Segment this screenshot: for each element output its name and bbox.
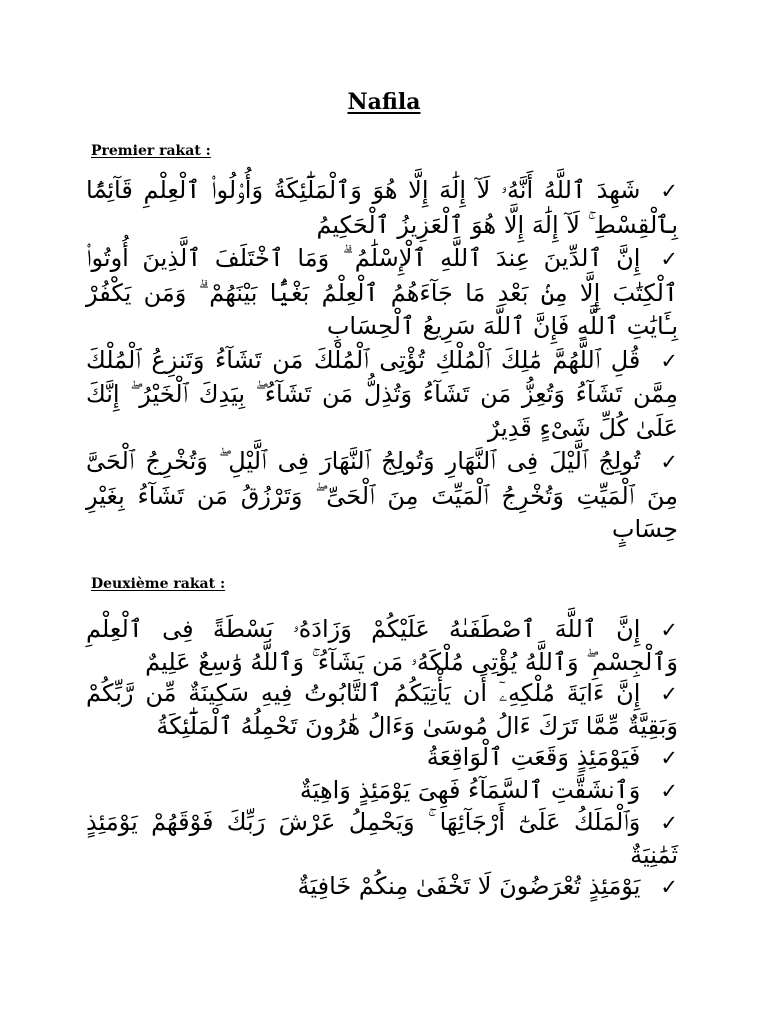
verse-text: شَهِدَ ٱللَّهُ أَنَّهُۥ لَآ إِلَٰهَ إِلَّا هُوَ وَٱلْمَلَٰٓئِكَةُ وَأُو۟لُوا۟ ٱلْعِلْمِ قَآئِمًۢا بِٱلْقِسْطِ ۚ لَآ إِلَٰهَ إِلَّا هُوَ ٱلْعَزِيزُ ٱلْحَكِيمُ — [86, 176, 678, 239]
check-mark-icon: ✓ — [660, 875, 678, 899]
check-mark-icon: ✓ — [660, 682, 678, 706]
verse-item — [86, 174, 678, 242]
verse-text: إِنَّ ٱلدِّينَ عِندَ ٱللَّهِ ٱلْإِسْلَٰمُ ۗ وَمَا ٱخْتَلَفَ ٱلَّذِينَ أُوتُوا۟ ٱلْكِتَٰبَ إِلَّا مِنۢ بَعْدِ مَا جَآءَهُمُ ٱلْعِلْمُ بَغْيًۢا بَيْنَهُمْ ۗ وَمَن يَكْفُرْ بِـَٔايَٰتِ ٱللَّهِ فَإِنَّ ٱللَّهَ سَرِيعُ ٱلْحِسَابِ — [86, 244, 678, 340]
check-mark-icon: ✓ — [660, 811, 678, 835]
page-title — [0, 88, 768, 116]
verse-item — [86, 678, 678, 742]
verse-text: وَٱلْمَلَكُ عَلَىٰٓ أَرْجَآئِهَا ۚ وَيَحْمِلُ عَرْشَ رَبِّكَ فَوْقَهُمْ يَوْمَئِذٍ ثَمَٰنِيَةٌ — [86, 808, 678, 869]
verse-text: فَيَوْمَئِذٍ وَقَعَتِ ٱلْوَاقِعَةُ — [426, 743, 641, 771]
verse-item — [86, 242, 678, 344]
check-mark-icon: ✓ — [660, 247, 678, 271]
verse-item — [86, 742, 678, 775]
check-mark-icon: ✓ — [660, 746, 678, 770]
section-heading-deuxieme-rakat: Deuxième rakat : — [91, 576, 226, 592]
section-heading-premier-rakat: Premier rakat : — [91, 143, 211, 159]
verse-list-deuxieme-rakat — [86, 614, 678, 904]
verse-text: تُولِجُ ٱلَّيْلَ فِى ٱلنَّهَارِ وَتُولِجُ ٱلنَّهَارَ فِى ٱلَّيْلِ ۖ وَتُخْرِجُ ٱلْحَىَّ مِنَ ٱلْمَيِّتِ وَتُخْرِجُ ٱلْمَيِّتَ مِنَ ٱلْحَىِّ ۖ وَتَرْزُقُ مَن تَشَآءُ بِغَيْرِ حِسَابٍ — [86, 447, 678, 543]
verse-item — [86, 344, 678, 446]
verse-item — [86, 807, 678, 871]
verse-item — [86, 871, 678, 904]
verse-item — [86, 445, 678, 547]
verse-text: يَوْمَئِذٍ تُعْرَضُونَ لَا تَخْفَىٰ مِنكُمْ خَافِيَةٌ — [297, 872, 641, 900]
check-mark-icon: ✓ — [660, 348, 678, 373]
verse-item — [86, 775, 678, 808]
check-mark-icon: ✓ — [660, 179, 678, 203]
check-mark-icon: ✓ — [660, 618, 678, 642]
check-mark-icon: ✓ — [660, 778, 678, 803]
verse-list-premier-rakat — [86, 174, 678, 547]
verse-text: إِنَّ ءَايَةَ مُلْكِهِۦٓ أَن يَأْتِيَكُمُ ٱلتَّابُوتُ فِيهِ سَكِينَةٌ مِّن رَّبِّكُمْ وَبَقِيَّةٌ مِّمَّا تَرَكَ ءَالُ مُوسَىٰ وَءَالُ هَٰرُونَ تَحْمِلُهُ ٱلْمَلَٰٓئِكَةُ — [86, 679, 678, 740]
verse-text: قُلِ ٱللَّهُمَّ مَٰلِكَ ٱلْمُلْكِ تُؤْتِى ٱلْمُلْكَ مَن تَشَآءُ وَتَنزِعُ ٱلْمُلْكَ مِمَّن تَشَآءُ وَتُعِزُّ مَن تَشَآءُ وَتُذِلُّ مَن تَشَآءُ ۖ بِيَدِكَ ٱلْخَيْرُ ۖ إِنَّكَ عَلَىٰ كُلِّ شَىْءٍ قَدِيرٌ — [86, 345, 678, 442]
verse-text: وَٱنشَقَّتِ ٱلسَّمَآءُ فَهِىَ يَوْمَئِذٍ وَاهِيَةٌ — [299, 775, 641, 804]
verse-item — [86, 614, 678, 678]
verse-text: إِنَّ ٱللَّهَ ٱصْطَفَىٰهُ عَلَيْكُمْ وَزَادَهُۥ بَسْطَةً فِى ٱلْعِلْمِ وَٱلْجِسْمِ ۖ وَٱللَّهُ يُؤْتِى مُلْكَهُۥ مَن يَشَآءُ ۚ وَٱللَّهُ وَٰسِعٌ عَلِيمٌ — [86, 615, 678, 676]
page-title-text: Nafila — [347, 89, 421, 115]
check-mark-icon: ✓ — [660, 450, 678, 474]
